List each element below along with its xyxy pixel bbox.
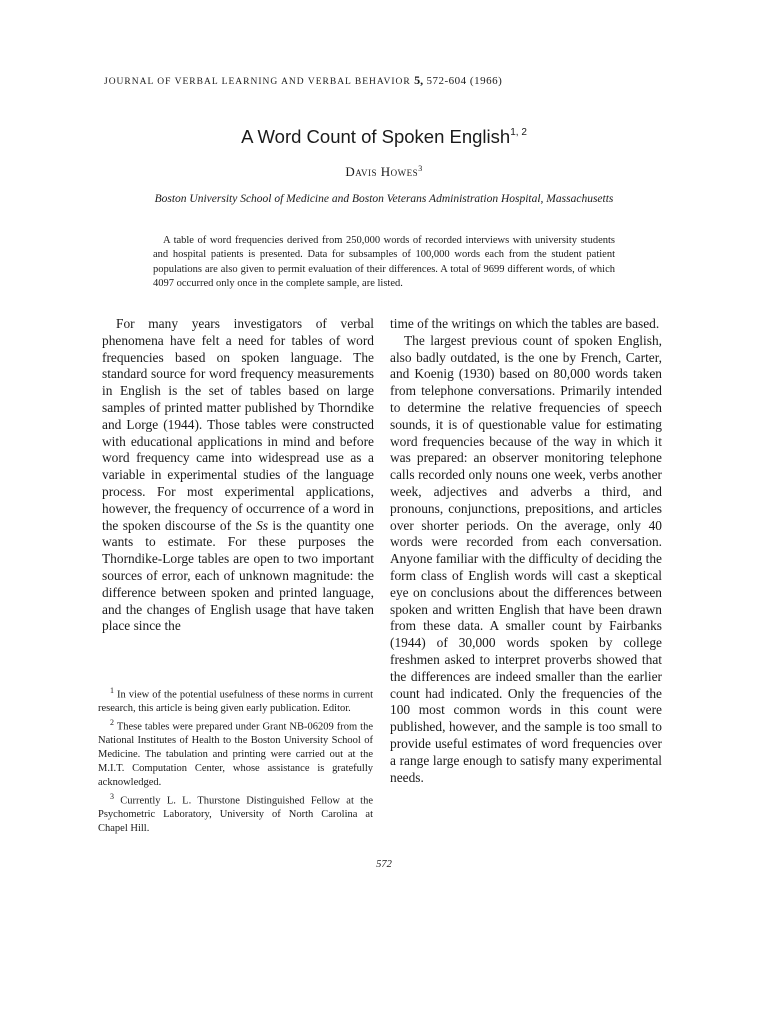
body-paragraph	[102, 316, 374, 635]
body-text-italic: Ss	[256, 517, 269, 533]
body-text: For many years investigators of verbal phenomena have felt a need for tables of word frequencies based on spoken language. The standard source for word frequency measurements in English is the set of tables based on large samples of printed matter published by Thorndike and Lorge (1944). Those tables were constructed with educational applications in mind and before word frequency came into widespread use as a variable in experimental studies of the language process. For most experimental applications, however, the frequency of occurrence of a word in the spoken discourse of the	[102, 316, 374, 533]
paper-title-text: A Word Count of Spoken English	[241, 126, 511, 147]
author	[0, 164, 768, 180]
affiliation: Boston University School of Medicine and Boston Veterans Administration Hospital, Massachusetts	[154, 193, 614, 205]
footnote-mark: 2	[110, 718, 114, 728]
body-column-left	[102, 316, 374, 635]
body-paragraph: time of the writings on which the tables are based.	[390, 316, 660, 331]
body-text: is the quantity one wants to estimate. For these purposes the Thorndike-Lorge tables are open to two important sources of error, each of unknown magnitude: the difference between spoken and printed language, and the changes of English usage that have taken place since the	[102, 517, 374, 634]
paper-title	[0, 126, 768, 148]
page-number: 572	[376, 859, 392, 870]
footnote	[98, 790, 373, 836]
running-head	[104, 73, 502, 88]
journal-pages: 572-604 (1966)	[426, 75, 503, 87]
footnote	[98, 716, 373, 789]
footnote-mark: 1	[110, 686, 114, 695]
footnotes	[98, 684, 373, 835]
author-name: Davis Howes	[345, 164, 419, 179]
footnote-text: Currently L. L. Thurstone Distinguished Fellow at the Psychometric Laboratory, University of North Carolina at Chapel Hill.	[98, 795, 373, 834]
journal-name: JOURNAL OF VERBAL LEARNING AND VERBAL BEHAVIOR	[104, 77, 411, 87]
footnote-mark: 3	[110, 791, 114, 801]
footnote-text: In view of the potential usefulness of these norms in current research, this article is being given early publication. Editor.	[98, 689, 373, 715]
body-paragraph: The largest previous count of spoken English, also badly outdated, is the one by French, Carter, and Koenig (1930) based on 80,000 words taken from telephone conversations. Primarily intended to determine the relative frequencies of speech sounds, it is of questionable value for estimating word frequencies because of the way in which it was prepared: an observer monitoring telephone calls recorded only nouns one week, verbs another week, adjectives and adverbs a third, and pronouns, conjunctions, prepositions, and articles over shorter periods. On the average, only 40 words were recorded from each conversation. Anyone familiar with the difficulty of deciding the form class of English words will cast a skeptical eye on conclusions about the differences between spoken and written English that have been drawn from these data. A smaller count by Fairbanks (1944) of 30,000 words spoken by college freshmen asked to interpret proverbs showed that the differences are indeed smaller than the earlier count had indicated. Only the frequencies of the 100 most common words in this count were published, however, and the sample is too small to provide useful estimates of word frequencies over a range large enough to satisfy many experimental needs.	[390, 332, 662, 785]
body-column-right	[390, 316, 662, 786]
journal-volume: 5,	[414, 73, 424, 87]
abstract: A table of word frequencies derived from 250,000 words of recorded interviews with university students and hospital patients is presented. Data for subsamples of 100,000 words each from the student patient populations are also given to permit evaluation of their differences. A total of 9699 different words, of which 4097 occurred only once in the complete sample, are listed.	[153, 235, 615, 289]
footnote-text: These tables were prepared under Grant NB-06209 from the National Institutes of Health to the Boston University School of Medicine. The tabulation and printing were carried out at the M.I.T. Computation Center, whose assistance is gratefully acknowledged.	[98, 721, 373, 788]
author-footnote-ref: 3	[418, 164, 423, 173]
footnote	[98, 684, 373, 716]
title-footnote-refs: 1, 2	[510, 127, 527, 138]
